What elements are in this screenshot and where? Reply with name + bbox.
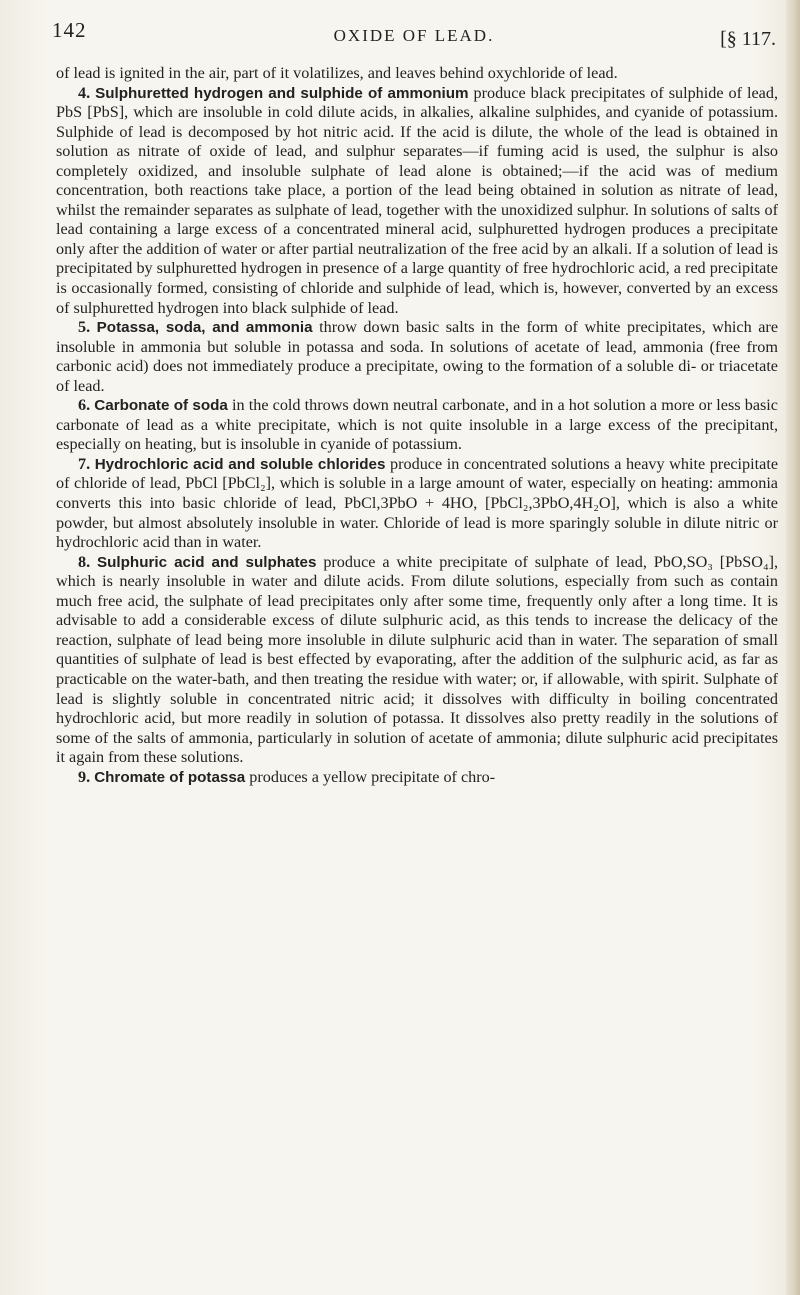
paragraph-text: of lead is ignited in the air, part of it volatilizes, and leaves behind oxychloride of lead. <box>56 64 618 82</box>
paragraph-heading: Potassa, soda, and ammonia <box>96 319 313 337</box>
paragraph-text: throw down basic salts in the form of white precipitates, which are insoluble in ammonia but soluble in potassa and soda. In solutions of acetate of lead, ammonia (free from carbonic acid) does not immediately produce a precipitate, owing to the formation of a soluble di- or triacetate of lead. <box>56 318 779 395</box>
paragraph <box>56 768 778 788</box>
paragraph-text: produce in concentrated solutions a heavy white precipitate of chloride of lead, PbCl [PbCl₂], which is soluble in a large amount of water, especially on heating: ammonia converts this into basic chloride of lead, PbCl,3PbO + 4HO, [PbCl₂,3PbO,4H₂O], which is also a white powder, but almost absolutely insoluble in water. Chloride of lead is more sparingly soluble in dilute nitric or hydrochloric acid than in water. <box>56 454 779 552</box>
paragraph-text: in the cold throws down neutral carbonate, and in a hot solution a more or less basic carbonate of lead as a white precipitate, which is not quite insoluble in a large excess of the precipitant, especially on heating, but is insoluble in cyanide of potassium. <box>56 396 778 454</box>
page-number: 142 <box>52 18 87 42</box>
paragraph-number: 8. <box>78 552 91 571</box>
paragraph <box>56 455 778 553</box>
paragraph <box>56 64 778 84</box>
paragraph <box>56 318 778 396</box>
paragraph-heading: Hydrochloric acid and soluble chlorides <box>94 455 386 473</box>
paragraph-text: produce black precipitates of sulphide of lead, PbS [PbS], which are insoluble in cold dilute acids, in alkalies, alkaline sulphides, and cyanide of potassium. Sulphide of lead is decomposed by hot nitric acid. If the acid is dilute, the whole of the lead is obtained in solution as nitrate of oxide of lead, and sulphur separates—if fuming acid is used, the sulphur is also completely oxidized, and insoluble sulphate of lead alone is obtained;—if the acid was of medium concentration, both reactions take place, a portion of the lead being obtained in solution as nitrate of lead, whilst the remainder separates as sulphate of lead, together with the unoxidized sulphur. In solutions of salts of lead containing a large excess of a concentrated mineral acid, sulphuretted hydrogen produces a precipitate only after the addition of water or after partial neutralization of the free acid by an alkali. If a solution of lead is precipitated by sulphuretted hydrogen in presence of a large quantity of free hydrochloric acid, a red precipitate is occasionally formed, consisting of chloride and sulphide of lead, which is, however, converted by an excess of sulphuretted hydrogen into black sulphide of lead. <box>56 83 778 317</box>
paragraph-text: produces a yellow precipitate of chro- <box>249 767 496 786</box>
paragraph-number: 4. <box>78 83 91 102</box>
paragraph-heading: Sulphuretted hydrogen and sulphide of ammonium <box>95 84 469 102</box>
section-reference: [§ 117. <box>720 28 776 50</box>
paragraph <box>56 396 778 455</box>
running-head: OXIDE OF LEAD. <box>333 26 495 45</box>
paragraph-number: 6. <box>78 396 91 415</box>
page-edge-shadow <box>786 0 800 1295</box>
paragraph-number: 7. <box>78 454 91 473</box>
paragraph-heading: Sulphuric acid and sulphates <box>97 553 317 571</box>
paragraph-number: 5. <box>78 318 91 337</box>
paragraph-heading: Carbonate of soda <box>94 397 228 415</box>
paragraph <box>56 553 778 768</box>
paragraph-text: produce a white precipitate of sulphate of lead, PbO,SO₃ [PbSO₄], which is nearly insoluble in water and dilute acids. From dilute solutions, especially from such as contain much free acid, the sulphate of lead precipitates only after some time, frequently only after a long time. It is advisable to add a considerable excess of dilute sulphuric acid, as this tends to increase the delicacy of the reaction, sulphate of lead being more insoluble in dilute sulphuric acid than in water. The separation of small quantities of sulphate of lead is best effected by evaporating, after the addition of the sulphuric acid, as far as practicable on the water-bath, and then treating the residue with water; or, if allowable, with spirit. Sulphate of lead is slightly soluble in concentrated nitric acid; it dissolves with difficulty in boiling concentrated hydrochloric acid, but more readily in solution of potassa. It dissolves also pretty readily in the solutions of some of the salts of ammonia, particularly in solution of acetate of ammonia; dilute sulphuric acid precipitates it again from these solutions. <box>56 552 779 767</box>
paragraph-heading: Chromate of potassa <box>94 768 246 786</box>
paragraph <box>56 84 778 319</box>
body-text <box>56 64 778 787</box>
paragraph-number: 9. <box>78 767 91 786</box>
page-header <box>52 18 776 54</box>
